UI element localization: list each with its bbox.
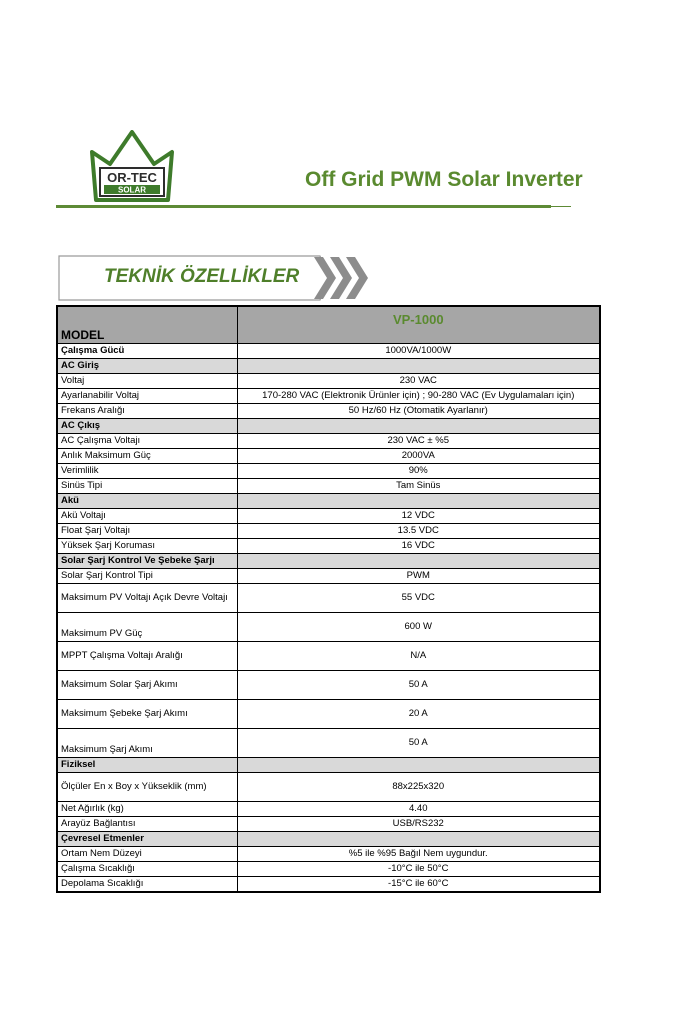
spec-value: 4.40 <box>237 802 600 817</box>
table-row <box>57 449 600 464</box>
spec-value: 2000VA <box>237 449 600 464</box>
spec-value: 600 W <box>237 613 600 642</box>
spec-value: %5 ile %95 Bağıl Nem uygundur. <box>237 847 600 862</box>
table-section-row <box>57 832 600 847</box>
spec-label: Solar Şarj Kontrol Tipi <box>57 569 237 584</box>
spec-value: 230 VAC <box>237 374 600 389</box>
table-row <box>57 479 600 494</box>
spec-value: Tam Sinüs <box>237 479 600 494</box>
spec-label: Depolama Sıcaklığı <box>57 877 237 893</box>
table-row <box>57 389 600 404</box>
title-divider <box>56 205 551 208</box>
section-banner <box>58 255 370 301</box>
spec-value: 12 VDC <box>237 509 600 524</box>
spec-value: 170-280 VAC (Elektronik Ürünler için) ; 90-280 VAC (Ev Uygulamaları için) <box>237 389 600 404</box>
spec-label: Akü Voltajı <box>57 509 237 524</box>
table-row <box>57 729 600 758</box>
spec-value: PWM <box>237 569 600 584</box>
table-row <box>57 539 600 554</box>
table-row <box>57 847 600 862</box>
spec-label: Maksimum Solar Şarj Akımı <box>57 671 237 700</box>
section-title: TEKNİK ÖZELLİKLER <box>104 266 300 287</box>
section-label: AC Giriş <box>57 359 237 374</box>
table-row <box>57 700 600 729</box>
spec-label: Maksimum Şarj Akımı <box>57 729 237 758</box>
table-row <box>57 569 600 584</box>
spec-value: -15°C ile 60°C <box>237 877 600 893</box>
spec-label: Ölçüler En x Boy x Yükseklik (mm) <box>57 773 237 802</box>
spec-value <box>237 419 600 434</box>
spec-label: Sinüs Tipi <box>57 479 237 494</box>
spec-value <box>237 359 600 374</box>
title-divider-tail <box>551 206 571 207</box>
table-row <box>57 374 600 389</box>
spec-value: 88x225x320 <box>237 773 600 802</box>
spec-label: Verimlilik <box>57 464 237 479</box>
logo-line2: SOLAR <box>118 185 146 195</box>
table-section-row <box>57 359 600 374</box>
section-label: Akü <box>57 494 237 509</box>
spec-label: Frekans Aralığı <box>57 404 237 419</box>
table-row <box>57 773 600 802</box>
spec-table <box>56 305 601 893</box>
spec-value: 1000VA/1000W <box>237 344 600 359</box>
table-row <box>57 434 600 449</box>
spec-label: Maksimum PV Voltajı Açık Devre Voltajı <box>57 584 237 613</box>
header-model: VP-1000 <box>237 306 600 344</box>
section-label: Solar Şarj Kontrol Ve Şebeke Şarjı <box>57 554 237 569</box>
spec-value: 16 VDC <box>237 539 600 554</box>
spec-label: Voltaj <box>57 374 237 389</box>
table-header-row <box>57 306 600 344</box>
table-section-row <box>57 554 600 569</box>
logo-line1: OR-TEC <box>107 170 157 185</box>
spec-value <box>237 494 600 509</box>
spec-label: AC Çalışma Voltajı <box>57 434 237 449</box>
spec-value: 50 A <box>237 729 600 758</box>
table-row <box>57 464 600 479</box>
spec-label: Net Ağırlık (kg) <box>57 802 237 817</box>
spec-value: N/A <box>237 642 600 671</box>
spec-value: 55 VDC <box>237 584 600 613</box>
table-row <box>57 817 600 832</box>
spec-value <box>237 832 600 847</box>
table-row <box>57 671 600 700</box>
spec-value: USB/RS232 <box>237 817 600 832</box>
table-row <box>57 802 600 817</box>
table-row <box>57 509 600 524</box>
table-row <box>57 344 600 359</box>
table-row <box>57 642 600 671</box>
spec-label: Maksimum PV Güç <box>57 613 237 642</box>
header-label: MODEL <box>57 306 237 344</box>
spec-label: Çalışma Sıcaklığı <box>57 862 237 877</box>
table-row <box>57 613 600 642</box>
spec-label: Anlık Maksimum Güç <box>57 449 237 464</box>
table-row <box>57 524 600 539</box>
spec-value: 20 A <box>237 700 600 729</box>
crown-logo-icon <box>88 130 176 204</box>
table-row <box>57 404 600 419</box>
section-label: Fiziksel <box>57 758 237 773</box>
spec-value: 13.5 VDC <box>237 524 600 539</box>
table-section-row <box>57 758 600 773</box>
table-section-row <box>57 494 600 509</box>
spec-label: MPPT Çalışma Voltajı Aralığı <box>57 642 237 671</box>
spec-value <box>237 554 600 569</box>
spec-value: 230 VAC ± %5 <box>237 434 600 449</box>
spec-label: Float Şarj Voltajı <box>57 524 237 539</box>
table-row <box>57 584 600 613</box>
table-row <box>57 877 600 893</box>
section-label: AC Çıkış <box>57 419 237 434</box>
spec-label: Maksimum Şebeke Şarj Akımı <box>57 700 237 729</box>
spec-label: Çalışma Gücü <box>57 344 237 359</box>
spec-value <box>237 758 600 773</box>
spec-label: Ayarlanabilir Voltaj <box>57 389 237 404</box>
spec-label: Ortam Nem Düzeyi <box>57 847 237 862</box>
spec-value: 90% <box>237 464 600 479</box>
spec-value: -10°C ile 50°C <box>237 862 600 877</box>
spec-value: 50 Hz/60 Hz (Otomatik Ayarlanır) <box>237 404 600 419</box>
section-label: Çevresel Etmenler <box>57 832 237 847</box>
table-section-row <box>57 419 600 434</box>
spec-label: Yüksek Şarj Koruması <box>57 539 237 554</box>
ortec-solar-logo <box>88 130 176 204</box>
spec-label: Arayüz Bağlantısı <box>57 817 237 832</box>
spec-value: 50 A <box>237 671 600 700</box>
document-title: Off Grid PWM Solar Inverter <box>305 168 583 191</box>
table-row <box>57 862 600 877</box>
